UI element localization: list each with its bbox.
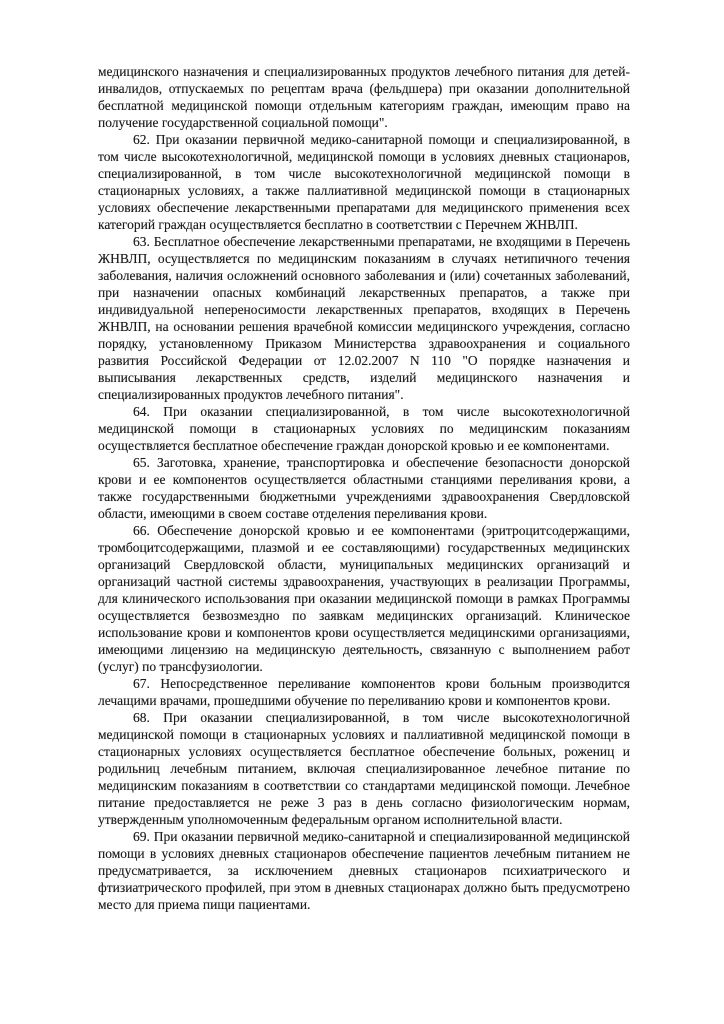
- paragraph-continuation: медицинского назначения и специализированных продуктов лечебного питания для детей-инвалидов, отпускаемых по рецептам врача (фельдшера) при оказании дополнительной бесплатной медицинской помощи отдельным категориям граждан, имеющим право на получение государственной социальной помощи".: [98, 64, 630, 130]
- paragraph-66: 66. Обеспечение донорской кровью и ее компонентами (эритроцитсодержащими, тромбоцитсодержащими, плазмой и ее составляющими) государственных медицинских организаций Свердловской области, муниципальных медицинских организаций и организаций частной системы здравоохранения, участвующих в реализации Программы, для клинического использования при оказании медицинской помощи в рамках Программы осуществляется безвозмездно по заявкам медицинских организаций. Клиническое использование крови и компонентов крови осуществляется медицинскими организациями, имеющими лицензию на медицинскую деятельность, связанную с выполнением работ (услуг) по трансфузиологии.: [98, 523, 630, 674]
- paragraph-65: 65. Заготовка, хранение, транспортировка и обеспечение безопасности донорской крови и ее компонентов осуществляется областными станциями переливания крови, а также государственными бюджетными учреждениями здравоохранения Свердловской области, имеющими в своем составе отделения переливания крови.: [98, 455, 630, 521]
- paragraph-69: 69. При оказании первичной медико-санитарной и специализированной медицинской помощи в условиях дневных стационаров обеспечение пациентов лечебным питанием не предусматривается, за исключением дневных стационаров психиатрического и фтизиатрического профилей, при этом в дневных стационарах должно быть предусмотрено место для приема пищи пациентами.: [98, 829, 630, 912]
- paragraph-68: 68. При оказании специализированной, в том числе высокотехнологичной медицинской помощи в стационарных условиях и паллиативной медицинской помощи в стационарных условиях осуществляется бесплатное обеспечение больных, рожениц и родильниц лечебным питанием, включая специализированное лечебное питание по медицинским показаниям в соответствии со стандартами медицинской помощи. Лечебное питание предоставляется не реже 3 раз в день согласно физиологическим нормам, утвержденным уполномоченным федеральным органом исполнительной власти.: [98, 710, 630, 827]
- document-text-block: [98, 63, 630, 913]
- paragraph-67: 67. Непосредственное переливание компонентов крови больным производится лечащими врачами, прошедшими обучение по переливанию крови и компонентов крови.: [98, 676, 630, 708]
- paragraph-64: 64. При оказании специализированной, в том числе высокотехнологичной медицинской помощи в стационарных условиях по медицинским показаниям осуществляется бесплатное обеспечение граждан донорской кровью и ее компонентами.: [98, 404, 630, 453]
- paragraph-62: 62. При оказании первичной медико-санитарной помощи и специализированной, в том числе высокотехнологичной, медицинской помощи в условиях дневных стационаров, специализированной, в том числе высокотехнологичной медицинской помощи в стационарных условиях, а также паллиативной медицинской помощи в стационарных условиях обеспечение лекарственными препаратами для медицинского применения всех категорий граждан осуществляется бесплатно в соответствии с Перечнем ЖНВЛП.: [98, 132, 630, 232]
- paragraph-63: 63. Бесплатное обеспечение лекарственными препаратами, не входящими в Перечень ЖНВЛП, осуществляется по медицинским показаниям в случаях нетипичного течения заболевания, наличия осложнений основного заболевания и (или) сочетанных заболеваний, при назначении опасных комбинаций лекарственных препаратов, а также при индивидуальной непереносимости лекарственных препаратов, входящих в Перечень ЖНВЛП, на основании решения врачебной комиссии медицинского учреждения, согласно порядку, установленному Приказом Министерства здравоохранения и социального развития Российской Федерации от 12.02.2007 N 110 "О порядке назначения и выписывания лекарственных средств, изделий медицинского назначения и специализированных продуктов лечебного питания".: [98, 234, 630, 402]
